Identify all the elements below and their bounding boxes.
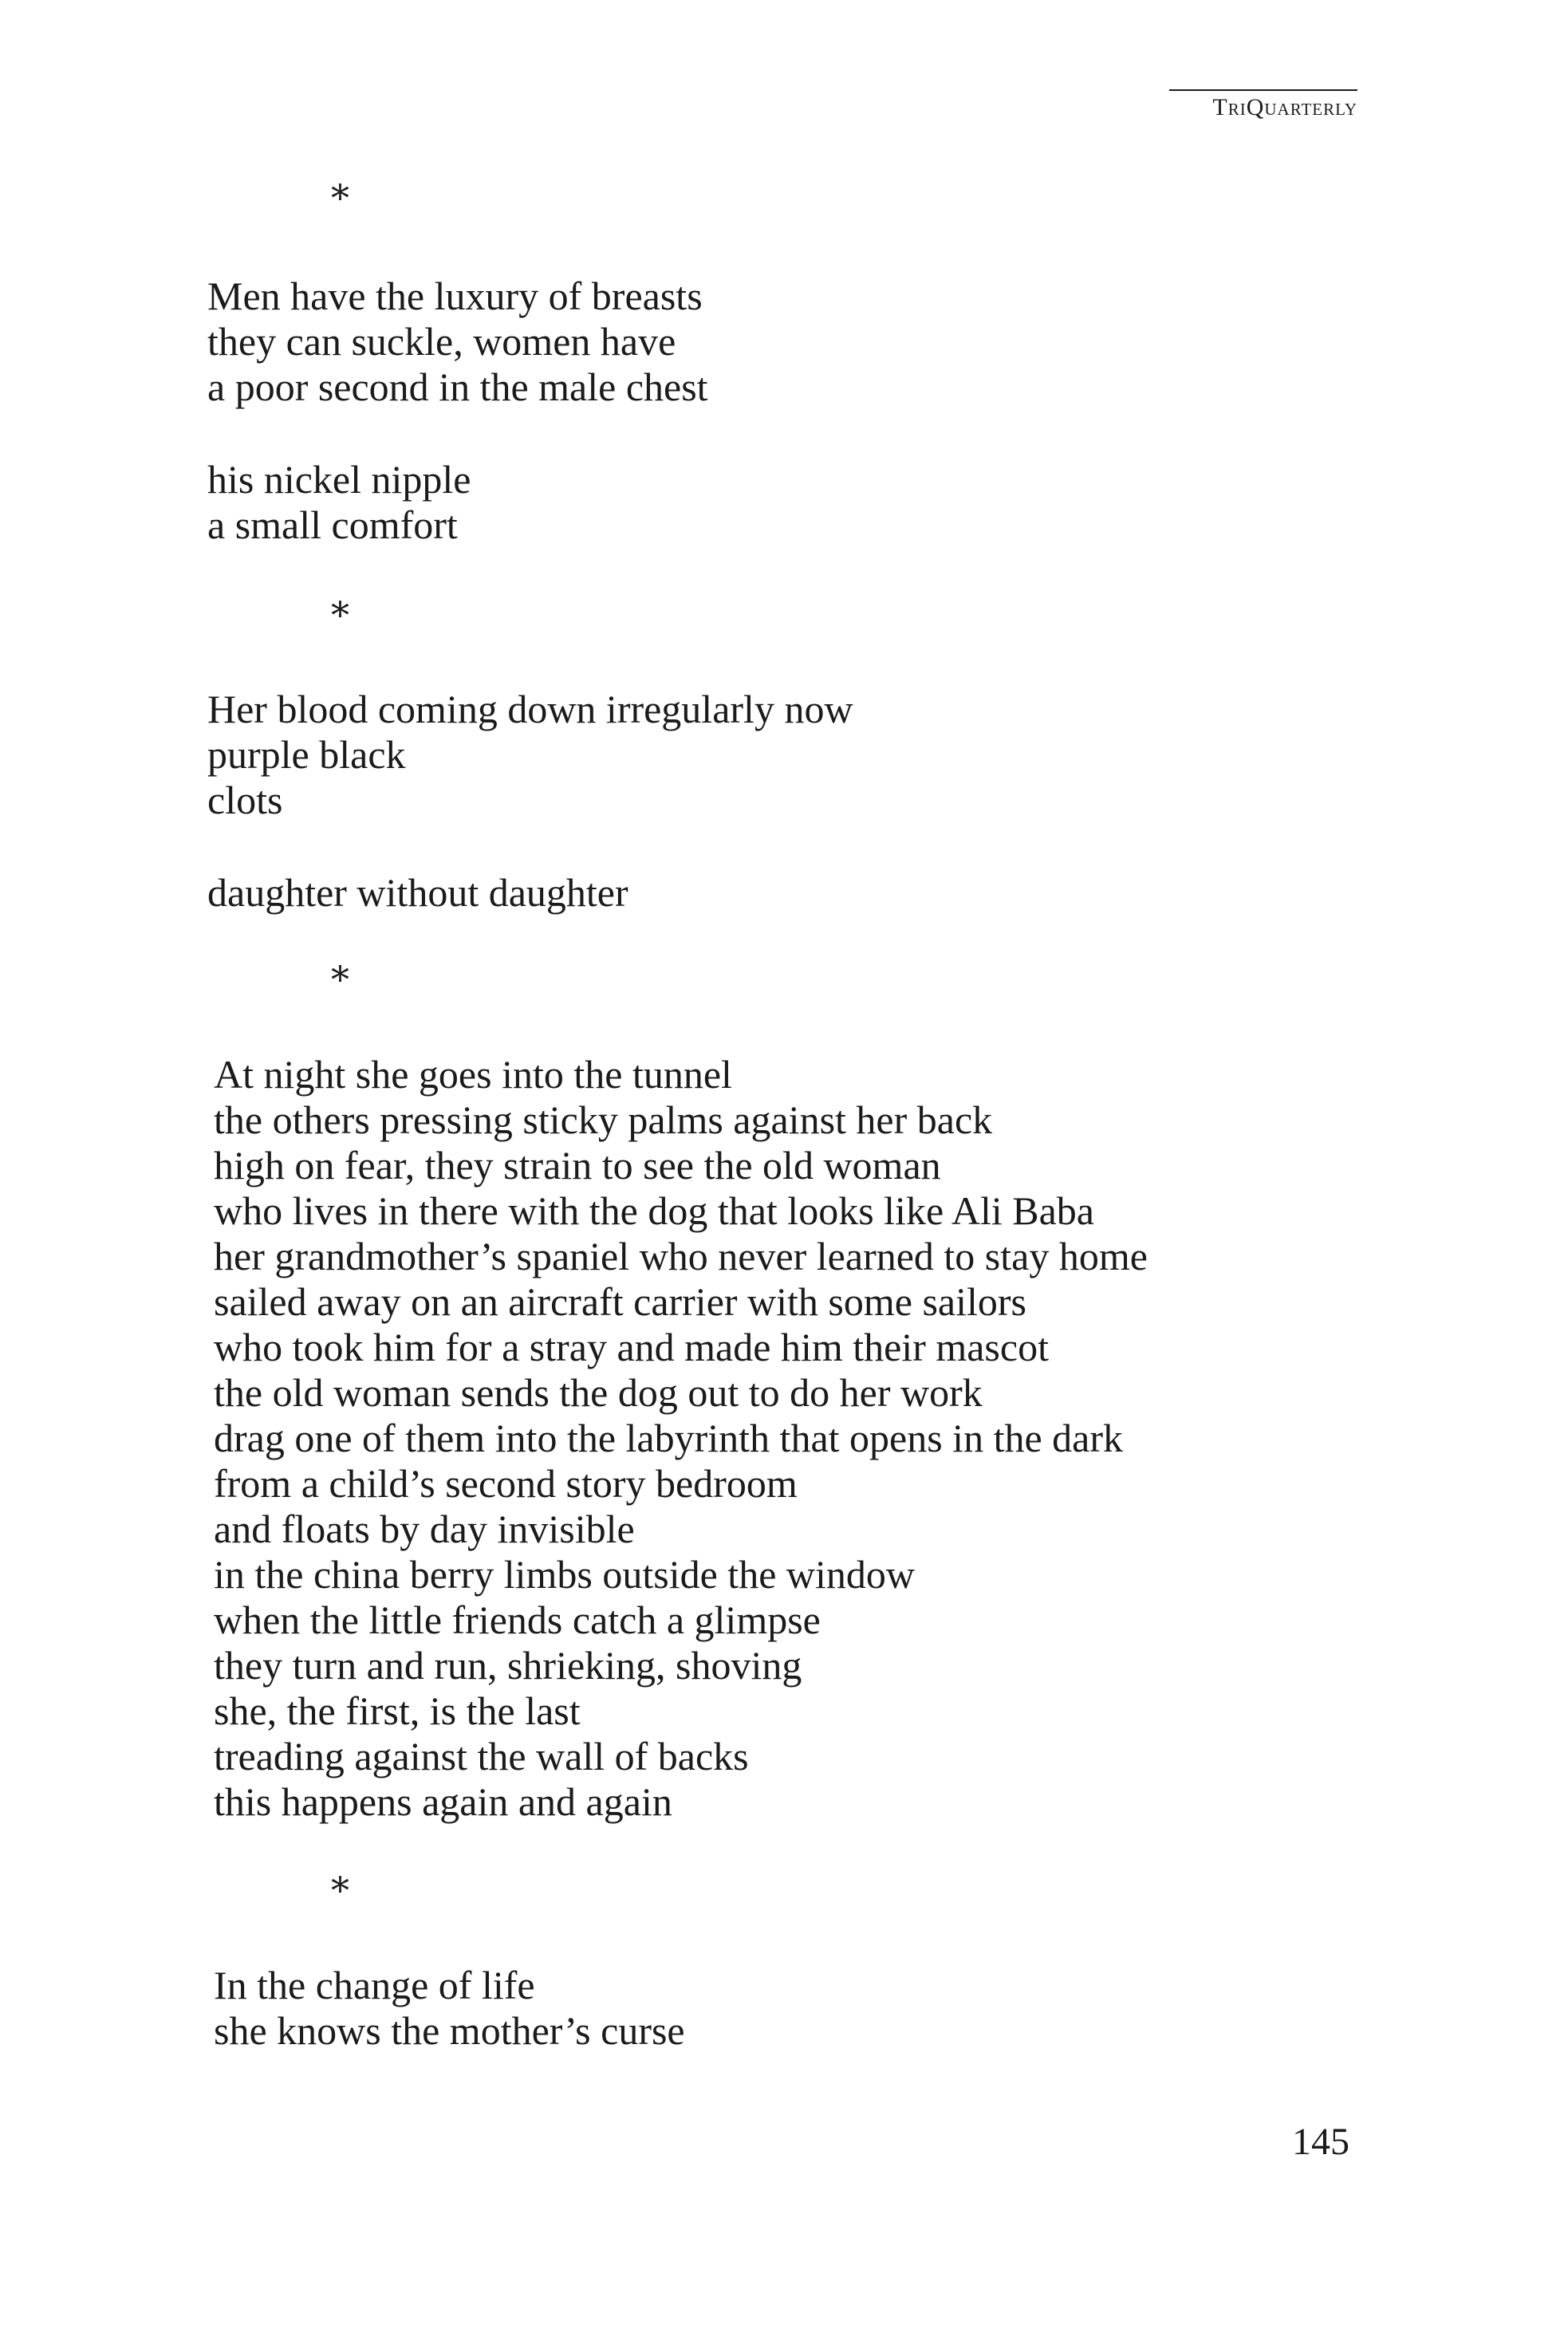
poem-line: sailed away on an aircraft carrier with some sailors	[214, 1279, 1027, 1324]
poem-line: they turn and run, shrieking, shoving	[214, 1643, 802, 1688]
poem-line: a poor second in the male chest	[207, 364, 708, 409]
poem-line: the old woman sends the dog out to do her work	[214, 1370, 983, 1415]
poem-line: this happens again and again	[214, 1779, 672, 1824]
poem-line: the others pressing sticky palms against her back	[214, 1097, 993, 1142]
poem-line: from a child’s second story bedroom	[214, 1461, 798, 1506]
poem-line: when the little friends catch a glimpse	[214, 1597, 821, 1642]
running-header	[1169, 89, 1357, 121]
poem-line: they can suckle, women have	[207, 319, 676, 364]
poem-line: daughter without daughter	[207, 870, 628, 915]
poem-line: purple black	[207, 732, 406, 777]
poem-line: who took him for a stray and made him their mascot	[214, 1325, 1049, 1369]
poem-line: in the china berry limbs outside the window	[214, 1552, 916, 1597]
section-separator: *	[331, 593, 349, 636]
poem-line: her grandmother’s spaniel who never learned to stay home	[214, 1234, 1148, 1278]
poem-line: and floats by day invisible	[214, 1507, 635, 1551]
poem-line: Her blood coming down irregularly now	[207, 687, 853, 731]
page-number: 145	[1292, 2121, 1349, 2163]
poem-line: she, the first, is the last	[214, 1688, 581, 1733]
poem-line: high on fear, they strain to see the old woman	[214, 1143, 941, 1188]
section-separator: *	[331, 1869, 349, 1912]
poem-line: she knows the mother’s curse	[214, 2008, 685, 2053]
poem-line: At night she goes into the tunnel	[214, 1052, 732, 1097]
poem-line: drag one of them into the labyrinth that opens in the dark	[214, 1416, 1123, 1460]
section-separator: *	[331, 958, 349, 1001]
poem-line: clots	[207, 778, 283, 822]
journal-title: TriQuarterly	[1212, 94, 1357, 120]
section-separator: *	[331, 176, 349, 219]
poem-line: who lives in there with the dog that looks like Ali Baba	[214, 1188, 1095, 1233]
poem-line: In the change of life	[214, 1963, 535, 2007]
poem-line: his nickel nipple	[207, 457, 471, 502]
poem-line: a small comfort	[207, 502, 458, 547]
poem-line: treading against the wall of backs	[214, 1734, 749, 1779]
poem-line: Men have the luxury of breasts	[207, 274, 703, 318]
